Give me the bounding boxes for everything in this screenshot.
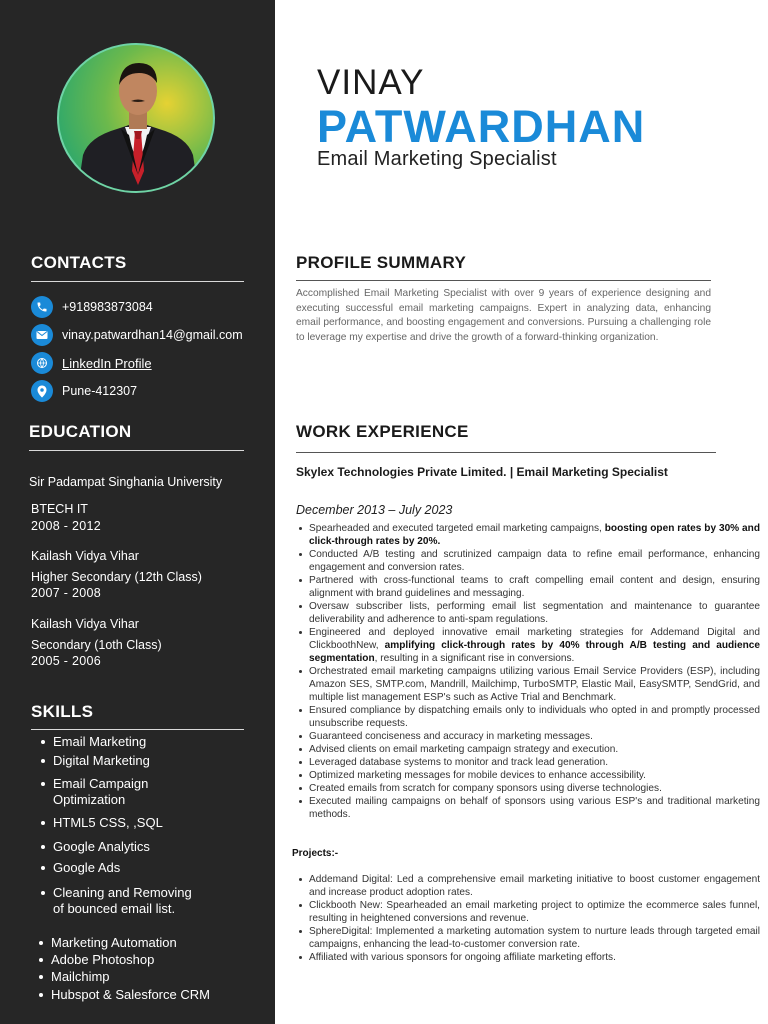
work-bullet: Executed mailing campaigns on behalf of sponsors using various ESP's and traditional marketing methods. bbox=[296, 795, 760, 821]
skill-item: Cleaning and Removing of bounced email list. bbox=[53, 885, 203, 917]
job-title: Email Marketing Specialist bbox=[317, 148, 557, 170]
company-role: Skylex Technologies Private Limited. | Email Marketing Specialist bbox=[296, 465, 668, 479]
profile-photo bbox=[57, 43, 215, 193]
education-degree: Higher Secondary (12th Class) bbox=[31, 570, 202, 584]
phone-number: +918983873084 bbox=[62, 300, 153, 314]
contact-location bbox=[31, 380, 137, 402]
skill-item: Mailchimp bbox=[51, 969, 241, 985]
skill-item: Marketing Automation bbox=[51, 935, 241, 951]
linkedin-link[interactable]: LinkedIn Profile bbox=[62, 355, 152, 371]
work-bullet: Engineered and deployed innovative email marketing strategies for Addemand Digital and ClickboothNew, amplifying click-through rates by 40% through A/B testing and audience segmentation, resulting in a significant rise in conversions. bbox=[296, 626, 760, 665]
globe-icon bbox=[31, 352, 53, 374]
work-bullet: Spearheaded and executed targeted email marketing campaigns, boosting open rates by 30% and click-through rates by 20%. bbox=[296, 522, 760, 548]
work-bullets bbox=[296, 522, 760, 821]
phone-icon bbox=[31, 296, 53, 318]
work-bullet: Guaranteed conciseness and accuracy in marketing messages. bbox=[296, 730, 760, 743]
project-item: SphereDigital: Implemented a marketing automation system to nurture leads through targeted email campaigns, enhancing the lead-to-customer conversion rate. bbox=[296, 925, 760, 951]
skill-item: Google Ads bbox=[53, 860, 243, 876]
skill-item: Adobe Photoshop bbox=[51, 952, 241, 968]
education-institution: Kailash Vidya Vihar bbox=[31, 617, 139, 631]
work-bullet: Optimized marketing messages for mobile devices to enhance accessibility. bbox=[296, 769, 760, 782]
email-address: vinay.patwardhan14@gmail.com bbox=[62, 328, 243, 342]
project-item: Affiliated with various sponsors for ongoing affiliate marketing efforts. bbox=[296, 951, 760, 964]
work-bullet: Advised clients on email marketing campaign strategy and execution. bbox=[296, 743, 760, 756]
profile-summary-text: Accomplished Email Marketing Specialist with over 9 years of experience designing and executing successful email marketing campaigns. Expert in analyzing data, enhancing email performance, and boosting engagement and conversions. Pursuing a challenging role to leverage my expertise and drive the growth of a forward-thinking organization. bbox=[296, 288, 711, 343]
work-bullet: Conducted A/B testing and scrutinized campaign data to refine email performance, enhancing engagement and conversion rates. bbox=[296, 548, 760, 574]
work-heading: WORK EXPERIENCE bbox=[296, 422, 469, 441]
projects-label: Projects:- bbox=[292, 848, 339, 859]
skill-item: HTML5 CSS, ,SQL bbox=[53, 815, 243, 831]
skills-divider bbox=[31, 729, 244, 730]
contacts-divider bbox=[31, 281, 244, 282]
project-item: Addemand Digital: Led a comprehensive email marketing initiative to boost customer engagement and increase product adoption rates. bbox=[296, 873, 760, 899]
education-divider bbox=[29, 450, 244, 451]
envelope-icon bbox=[31, 324, 53, 346]
skill-item: Email Campaign Optimization bbox=[53, 776, 203, 808]
profile-divider bbox=[296, 280, 711, 281]
contact-email[interactable] bbox=[31, 324, 243, 346]
education-degree: Secondary (1oth Class) bbox=[31, 638, 162, 652]
profile-heading: PROFILE SUMMARY bbox=[296, 253, 467, 272]
education-years: 2005 - 2006 bbox=[31, 654, 102, 668]
location-text: Pune-412307 bbox=[62, 384, 138, 398]
work-bullet: Orchestrated email marketing campaigns utilizing various Email Service Providers (ESP), including Amazon SES, SMTP.com, Mandrill, Mailchimp, TurboSMTP, Elastic Mail, EasySMTP, SendGrid, and multiple list management ESP's such as Active Trial and Benchmark. bbox=[296, 665, 760, 704]
skill-item: Digital Marketing bbox=[53, 753, 243, 769]
project-item: Clickbooth New: Spearheaded an email marketing project to optimize the ecommerce sales funnel, resulting in heightened conversions and revenue. bbox=[296, 899, 760, 925]
education-years: 2008 - 2012 bbox=[31, 519, 102, 533]
contact-linkedin[interactable] bbox=[31, 352, 152, 374]
person-portrait bbox=[59, 45, 215, 193]
education-institution: Sir Padampat Singhania University bbox=[29, 475, 223, 489]
education-years: 2007 - 2008 bbox=[31, 586, 102, 600]
employment-dates: December 2013 – July 2023 bbox=[296, 503, 453, 517]
sidebar bbox=[0, 0, 275, 1024]
work-bullet: Leveraged database systems to monitor and track lead generation. bbox=[296, 756, 760, 769]
skill-item: Email Marketing bbox=[53, 734, 243, 750]
skill-item: Hubspot & Salesforce CRM bbox=[51, 987, 210, 1002]
work-bullet: Ensured compliance by dispatching emails only to individuals who opted in and promptly processed unsubscribe requests. bbox=[296, 704, 760, 730]
contacts-heading: CONTACTS bbox=[31, 253, 127, 272]
education-degree: BTECH IT bbox=[31, 502, 88, 516]
education-institution: Kailash Vidya Vihar bbox=[31, 549, 139, 563]
projects-list bbox=[296, 873, 760, 964]
work-divider bbox=[296, 452, 716, 453]
last-name: PATWARDHAN bbox=[317, 101, 646, 152]
skill-item: Google Analytics bbox=[53, 839, 243, 855]
contact-phone[interactable] bbox=[31, 296, 153, 318]
map-pin-icon bbox=[31, 380, 53, 402]
first-name: VINAY bbox=[317, 63, 425, 102]
work-bullet: Partnered with cross-functional teams to craft compelling email content and design, ensuring alignment with brand guidelines and messaging. bbox=[296, 574, 760, 600]
work-bullet: Created emails from scratch for company sponsors using diverse technologies. bbox=[296, 782, 760, 795]
skills-heading: SKILLS bbox=[31, 702, 94, 721]
education-heading: EDUCATION bbox=[29, 422, 132, 441]
work-bullet: Oversaw subscriber lists, performing email list segmentation and maintenance to guarantee deliverability and adherence to anti-spam regulations. bbox=[296, 600, 760, 626]
